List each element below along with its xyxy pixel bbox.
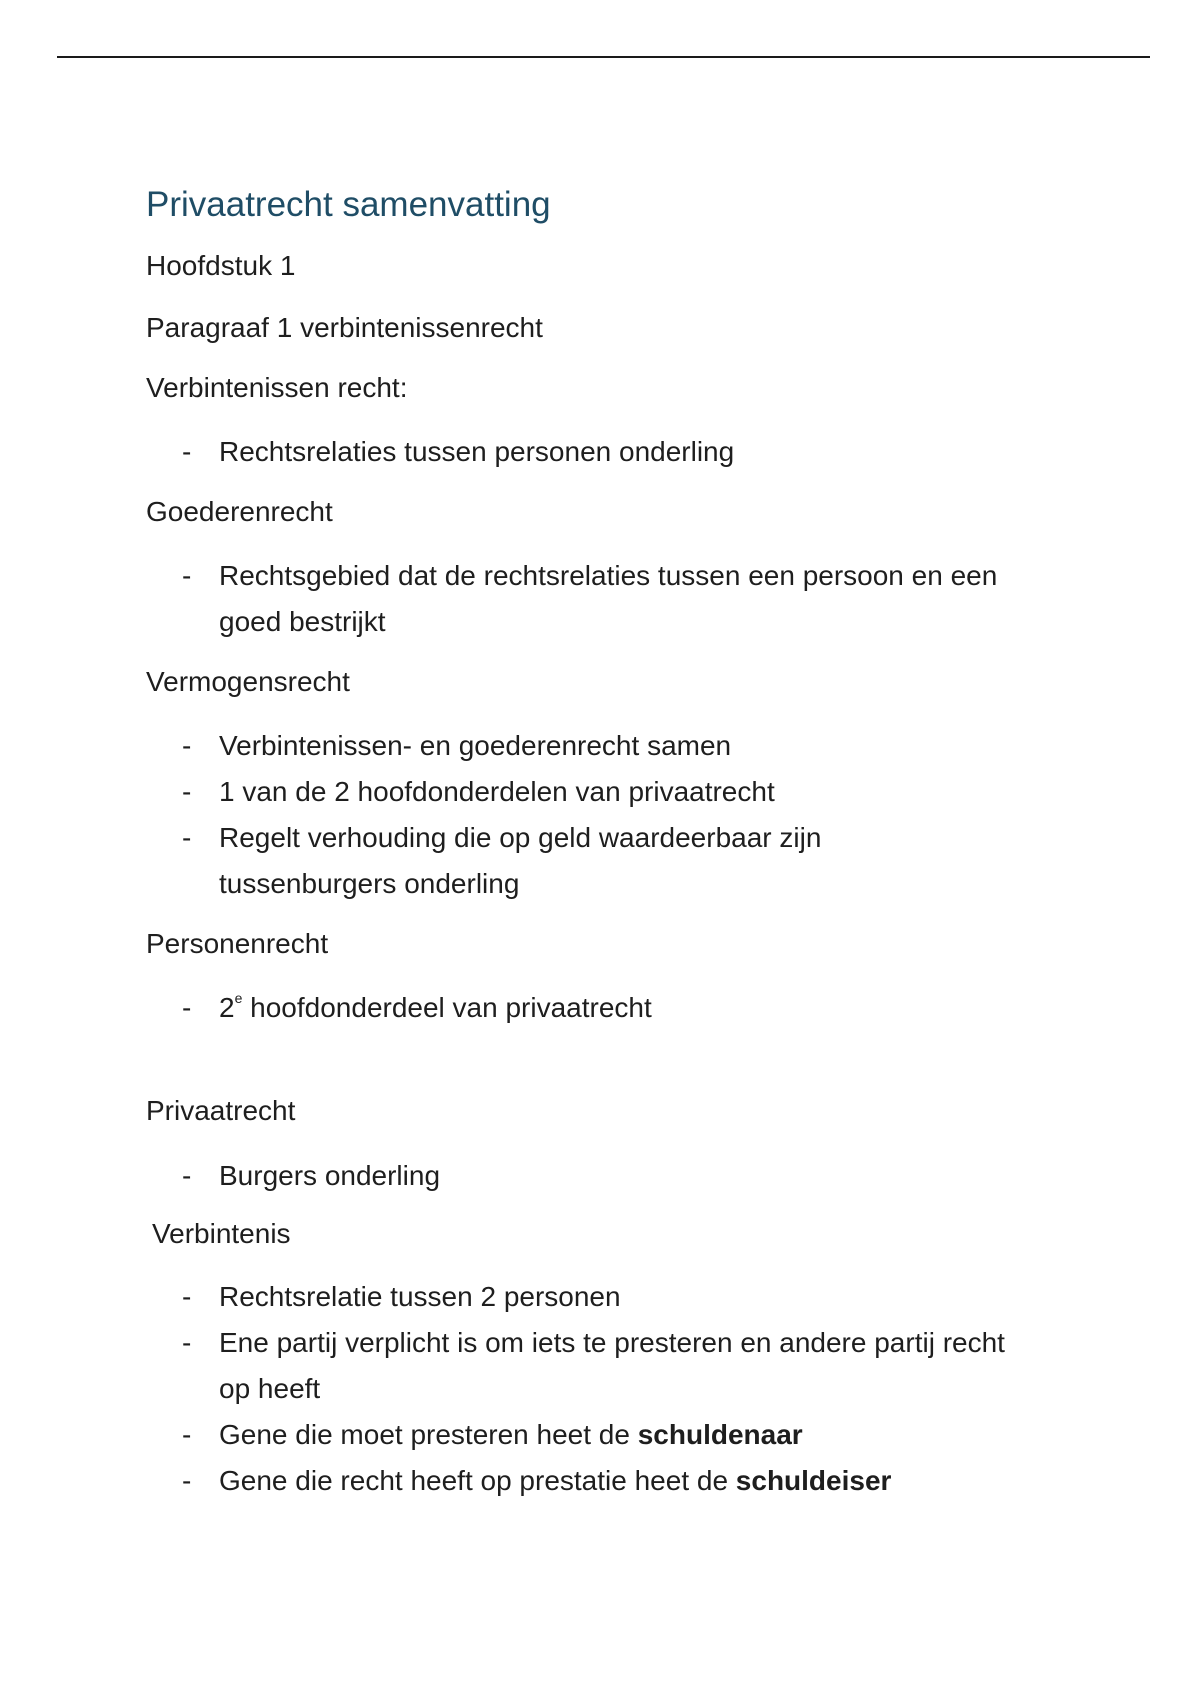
section-heading-privaatrecht: Privaatrecht: [146, 1095, 296, 1126]
bullet-marker: -: [182, 1465, 192, 1496]
bullet-marker: -: [182, 776, 192, 807]
list-item-text: [219, 1458, 1029, 1504]
list-item-text: Ene partij verplicht is om iets te presteren en andere partij recht op heeft: [219, 1327, 1005, 1404]
list-item-text: Rechtsrelatie tussen 2 personen: [219, 1281, 621, 1312]
list-item-text: Regelt verhouding die op geld waardeerbaar zijn tussenburgers onderling: [219, 822, 822, 899]
list-item-remainder: hoofdonderdeel van privaatrecht: [242, 992, 652, 1023]
ordinal-number: 2: [219, 992, 235, 1023]
list-item: [182, 429, 1042, 475]
emphasis-term: schuldeiser: [735, 1465, 892, 1496]
bullet-marker: -: [182, 560, 192, 591]
section-heading-personenrecht: Personenrecht: [146, 928, 329, 959]
paragraph-heading: Paragraaf 1 verbintenissenrecht: [146, 312, 543, 343]
list-item-text: Rechtsgebied dat de rechtsrelaties tussen een persoon en een goed bestrijkt: [219, 560, 998, 637]
list-item-text: Verbintenissen- en goederenrecht samen: [219, 730, 732, 761]
list-item: [182, 553, 1042, 645]
list-item-text: [219, 985, 1029, 1031]
section-heading-goederenrecht: Goederenrecht: [146, 496, 333, 527]
section-heading-vermogensrecht: Vermogensrecht: [146, 666, 350, 697]
list-item: [182, 985, 1042, 1031]
list-item: [182, 1153, 1042, 1199]
list-item-text: 1 van de 2 hoofdonderdelen van privaatrecht: [219, 776, 775, 807]
list-item: [182, 723, 1042, 769]
list-item: [182, 1320, 1042, 1412]
bullet-marker: -: [182, 1281, 192, 1312]
section-heading-verbintenissen-recht: Verbintenissen recht:: [146, 372, 408, 403]
list-item-text: [219, 1412, 1029, 1458]
bullet-marker: -: [182, 1419, 192, 1450]
list-item-plain: Gene die recht heeft op prestatie heet de: [219, 1465, 736, 1496]
bullet-marker: -: [182, 1327, 192, 1358]
bullet-marker: -: [182, 730, 192, 761]
emphasis-term: schuldenaar: [637, 1419, 803, 1450]
list-item: [182, 815, 1042, 907]
list-item: [182, 769, 1042, 815]
document-title: Privaatrecht samenvatting: [146, 185, 551, 224]
bullet-marker: -: [182, 992, 192, 1023]
list-item-plain: Gene die moet presteren heet de: [219, 1419, 638, 1450]
bullet-marker: -: [182, 436, 192, 467]
list-item: [182, 1274, 1042, 1320]
section-heading-verbintenis: Verbintenis: [152, 1218, 291, 1249]
list-item-text: Burgers onderling: [219, 1160, 441, 1191]
chapter-heading: Hoofdstuk 1: [146, 250, 296, 281]
list-item-text: Rechtsrelaties tussen personen onderling: [219, 436, 735, 467]
list-item: [182, 1458, 1042, 1504]
bullet-marker: -: [182, 822, 192, 853]
ordinal-suffix: e: [234, 989, 243, 1006]
list-item: [182, 1412, 1042, 1458]
bullet-marker: -: [182, 1160, 192, 1191]
